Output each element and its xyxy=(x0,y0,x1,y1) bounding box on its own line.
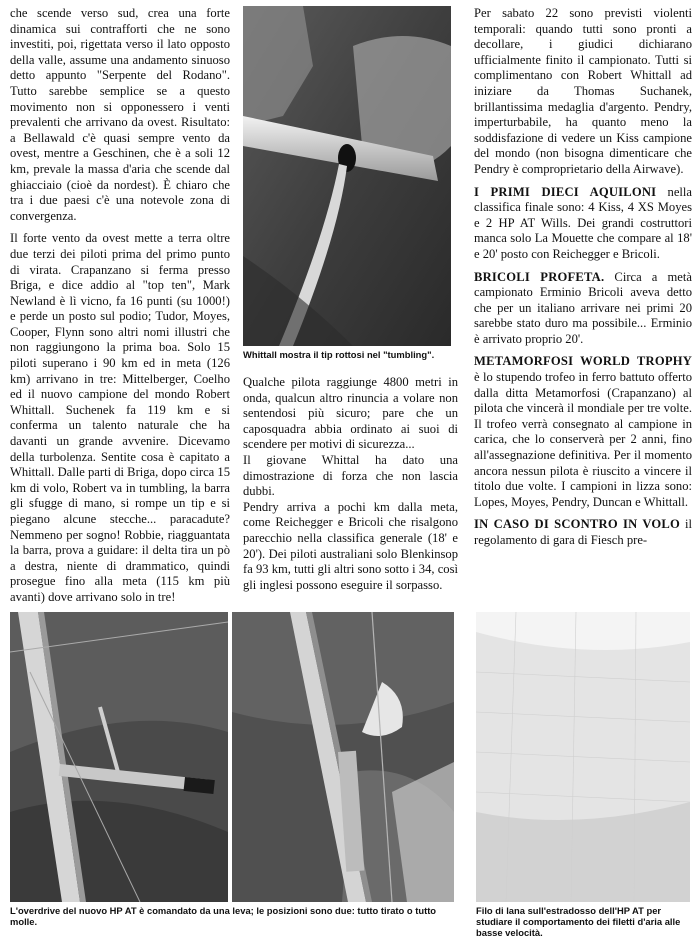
article-column-3 xyxy=(474,6,692,556)
paragraph xyxy=(474,517,692,548)
section-text: Circa a metà campionato Erminio Bricoli aveva detto che per un italiano arrivare nei primi 20 sarebbe stato duro ma possibile... Erminio è arrivato proprio 20'. xyxy=(474,269,692,346)
caption-wool-tufts: Filo di lana sull'estradosso dell'HP AT per studiare il comportamento dei filetti d'aria alle basse velocità. xyxy=(476,905,681,938)
section-heading: IN CASO DI SCONTRO IN VOLO xyxy=(474,517,680,532)
paragraph: Per sabato 22 sono previsti violenti temporali: quando tutti sono pronti a decollare, i giudici dichiarano ufficialmente finito il campionato. Tutti si complimentano con Robert Whittall ad iniziare da Thomas Suchanek, brillantissima medaglia d'argento. Pendry, imperturbabile, ha quanto meno la soddisfazione di vedere un Kiss campione del mondo (non bisogna dimenticare che Pendry è comproprietario della Airwave). xyxy=(474,6,692,176)
section-text: nella classifica finale sono: 4 Kiss, 4 XS Moyes e 2 HP AT Wills. Dei grandi costruttori manca solo La Mouette che compare al 18' e 20' posto con Reichegger e Bricoli. xyxy=(474,184,692,261)
photo-wool-tufts xyxy=(476,612,690,902)
section-heading: METAMORFOSI WORLD TROPHY xyxy=(474,354,692,369)
paragraph: Il forte vento da ovest mette a terra oltre due terzi dei piloti prima del primo punto di virata. Crapanzano si ferma presso Briga, e dice addio al "top ten", Mark Newland è lì vicno, fa 16 punti (su 1000!) e perde un posto sul podio; Tudor, Moyes, Cooper, Flynn sono altri nomi illustri che non raggiungono la prima boa. Solo 15 piloti superano i 90 km ed in meta (126 km) arrivano in tre: Mittelberger, Coelho ed il nuovo campione del mondo Robert Whittall. Suchenek fa 119 km e si conferma un talento naturale che ha davanti un grande avvenire. Dicevamo della turbolenza. Sentite cosa è capitato a Whittall. Dalle parti di Briga, dopo circa 15 km di volo, Robert va in tumbling, la barra gli sfugge di mano, si rompe un tip e si piegano alcune stecche... paracadute? Nemmeno per sogno! Robbie, riagguantata la barra, prova a guidare: il delta tira un pò a destra, niente di drammatico, quindi prosegue fino alla meta (115 km più avanti) dove arrivano solo in tre! xyxy=(10,231,230,604)
paragraph xyxy=(474,185,692,263)
caption-broken-tip: Whittall mostra il tip rottosi nel "tumbling". xyxy=(243,349,435,360)
section-heading: BRICOLI PROFETA. xyxy=(474,269,605,284)
article-column-1 xyxy=(10,6,230,613)
photo-overdrive-lever xyxy=(10,612,228,902)
paragraph: Il giovane Whittal ha dato una dimostrazione di forza che non lascia dubbi. xyxy=(243,452,458,499)
paragraph xyxy=(474,270,692,348)
photo-control-wires xyxy=(232,612,454,902)
section-text: è lo stupendo trofeo in ferro battuto offerto dalla ditta Metamorfosi (Crapanzano) al pilota che vincerà il mondiale per tre volte. Il trofeo verrà consegnato al campione in carica, che lo conserverà per 2 anni, fino all'assegnazione definitiva. Per il momento ancora nessun pilota è riuscito a vincere il titolo due volte. I campioni in lizza sono: Lopes, Moyes, Pendry, Duncan e Whittall. xyxy=(474,370,692,509)
article-column-2 xyxy=(243,375,458,600)
paragraph: Pendry arriva a pochi km dalla meta, come Reichegger e Bricoli che risalgono parecchio nella classifica generale (18' e 20'). Dei piloti australiani solo Blenkinsop fa 93 km, tutti gli altri sono sotto i 34, così gli inglesi possono eseguire il sorpasso. xyxy=(243,499,458,592)
paragraph: Qualche pilota raggiunge 4800 metri in onda, qualcun altro rinuncia a volare non sentendosi più sicuro; pare che un caposquadra abbia ordinato ai suoi di scendere per motivi di sicurezza... xyxy=(243,375,458,452)
section-text: il regolamento di gara di Fiesch pre- xyxy=(474,517,692,547)
photo-broken-tip xyxy=(243,6,451,346)
paragraph xyxy=(474,354,692,510)
caption-overdrive: L'overdrive del nuovo HP AT è comandato da una leva; le posizioni sono due: tutto tirato o tutto molle. xyxy=(10,905,437,927)
section-heading: I PRIMI DIECI AQUILONI xyxy=(474,184,657,199)
paragraph: che scende verso sud, crea una forte dinamica sui contrafforti che ne sono investiti, poi, rigettata verso il lato opposto della valle, assume una andamento sinuoso detto appunto "Serpente del Rodano". Tutto sarebbe semplice se a questo movimento non si opponessero i venti prevalenti che arrivano da ovest. Risultato: a Bellawald c'è quasi sempre vento da ovest, mentre a Geschinen, che è a soli 12 km, prevale la massa d'aria che scende dal ghiacciaio (cioè da nordest). È chiaro che tra i due paesi c'è una notevole zona di convergenza. xyxy=(10,6,230,223)
